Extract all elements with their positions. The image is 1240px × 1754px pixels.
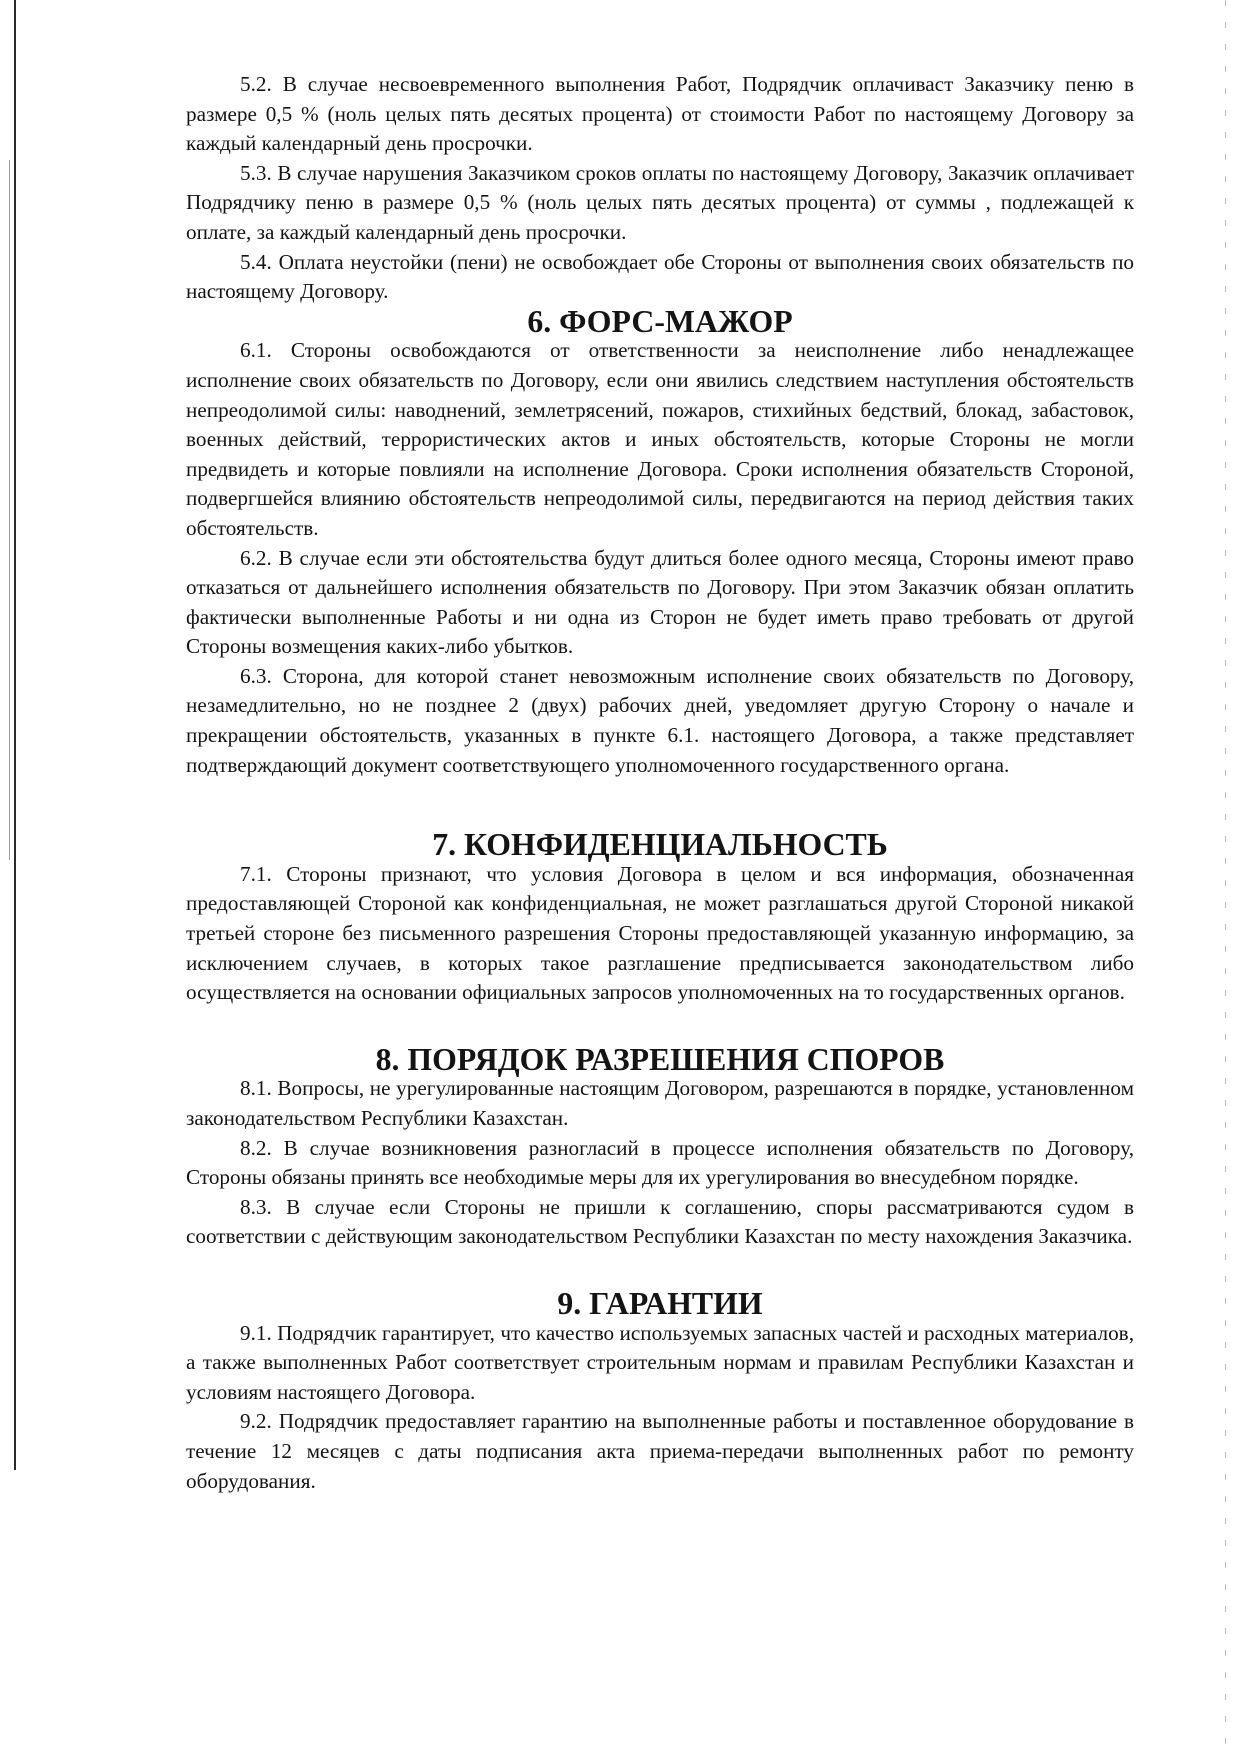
scan-edge-mark-faint [9, 160, 10, 860]
clause-9-2: 9.2. Подрядчик предоставляет гарантию на выполненные работы и поставленное оборудование в течение 12 месяцев с даты подписания акта приема-передачи выполненных работ по ремонту оборудования. [186, 1409, 1134, 1493]
section-penalties [186, 70, 1134, 307]
section-confidentiality [186, 827, 1134, 1008]
clause-6-3: 6.3. Сторона, для которой станет невозможным исполнение своих обязательств по Договору, незамедлительно, но не позднее 2 (двух) рабочих дней, уведомляет другую Сторону о начале и прекращении обстоятельств, указанных в пункте 6.1. настоящего Договора, а также представляет подтверждающий документ соответствующего уполномоченного государственного органа. [186, 663, 1134, 777]
section-heading-6: 6. ФОРС-МАЖОР [527, 303, 793, 339]
section-warranties [186, 1285, 1134, 1496]
clause-9-1: 9.1. Подрядчик гарантирует, что качество используемых запасных частей и расходных материалов, а также выполненных Работ соответствует строительным нормам и правилам Республики Казахстан и условиям настоящего Договора. [186, 1320, 1134, 1404]
clause-8-1: 8.1. Вопросы, не урегулированные настоящим Договором, разрешаются в порядке, установленном законодательством Республики Казахстан. [186, 1076, 1134, 1130]
section-dispute-resolution [186, 1041, 1134, 1252]
clause-8-3: 8.3. В случае если Стороны не пришли к соглашению, споры рассматриваются судом в соответствии с действующим законодательством Республики Казахстан по месту нахождения Заказчика. [186, 1194, 1134, 1249]
clause-5-3: 5.3. В случае нарушения Заказчиком сроков оплаты по настоящему Договору, Заказчик оплачивает Подрядчику пеню в размере 0,5 % (ноль целых пять десятых процента) от суммы , подлежащей к оплате, за каждый календарный день просрочки. [186, 160, 1134, 244]
section-heading-7: 7. КОНФИДЕНЦИАЛЬНОСТЬ [432, 827, 888, 863]
clause-6-2: 6.2. В случае если эти обстоятельства будут длиться более одного месяца, Стороны имеют право отказаться от дальнейшего исполнения обязательств по Договору. При этом Заказчик обязан оплатить фактически выполненные Работы и ни одна из Сторон не будет иметь право требовать от другой Стороны возмещения каких-либо убытков. [186, 545, 1134, 659]
clause-8-2: 8.2. В случае возникновения разногласий в процессе исполнения обязательств по Договору, Стороны обязаны принять все необходимые меры для их урегулирования во внесудебном порядке. [186, 1135, 1134, 1190]
section-force-majeure [186, 303, 1134, 781]
scan-edge-mark-right [1225, 0, 1226, 1754]
document-page [186, 70, 1134, 1496]
clause-6-1: 6.1. Стороны освобождаются от ответственности за неисполнение либо ненадлежащее исполнение своих обязательств по Договору, если они явились следствием наступления обстоятельств непреодолимой силы: наводнений, землетрясений, пожаров, стихийных бедствий, блокад, забастовок, военных действий, террористических актов и иных обстоятельств, которые Стороны не могли предвидеть и которые повлияли на исполнение Договора. Сроки исполнения обязательств Стороной, подвергшейся влиянию обстоятельств непреодолимой силы, передвигаются на период действия таких обстоятельств. [186, 338, 1134, 540]
clause-7-1: 7.1. Стороны признают, что условия Договора в целом и вся информация, обозначенная предоставляющей Стороной как конфиденциальная, не может разглашаться другой Стороной никакой третьей стороне без письменного разрешения Стороны предоставляющей указанную информацию, за исключением случаев, в которых такое разглашение предписывается законодательством либо осуществляется на основании официальных запросов уполномоченных на то государственных органов. [186, 861, 1134, 1005]
section-heading-9: 9. ГАРАНТИИ [557, 1285, 763, 1321]
section-heading-8: 8. ПОРЯДОК РАЗРЕШЕНИЯ СПОРОВ [375, 1041, 945, 1077]
clause-5-2: 5.2. В случае несвоевременного выполнения Работ, Подрядчик оплачиваст Заказчику пеню в размере 0,5 % (ноль целых пять десятых процента) от стоимости Работ по настоящему Договору за каждый календарный день просрочки. [186, 72, 1134, 156]
clause-5-4: 5.4. Оплата неустойки (пени) не освобождает обе Стороны от выполнения своих обязательств по настоящему Договору. [186, 249, 1134, 304]
scan-edge-mark [14, 0, 16, 1470]
